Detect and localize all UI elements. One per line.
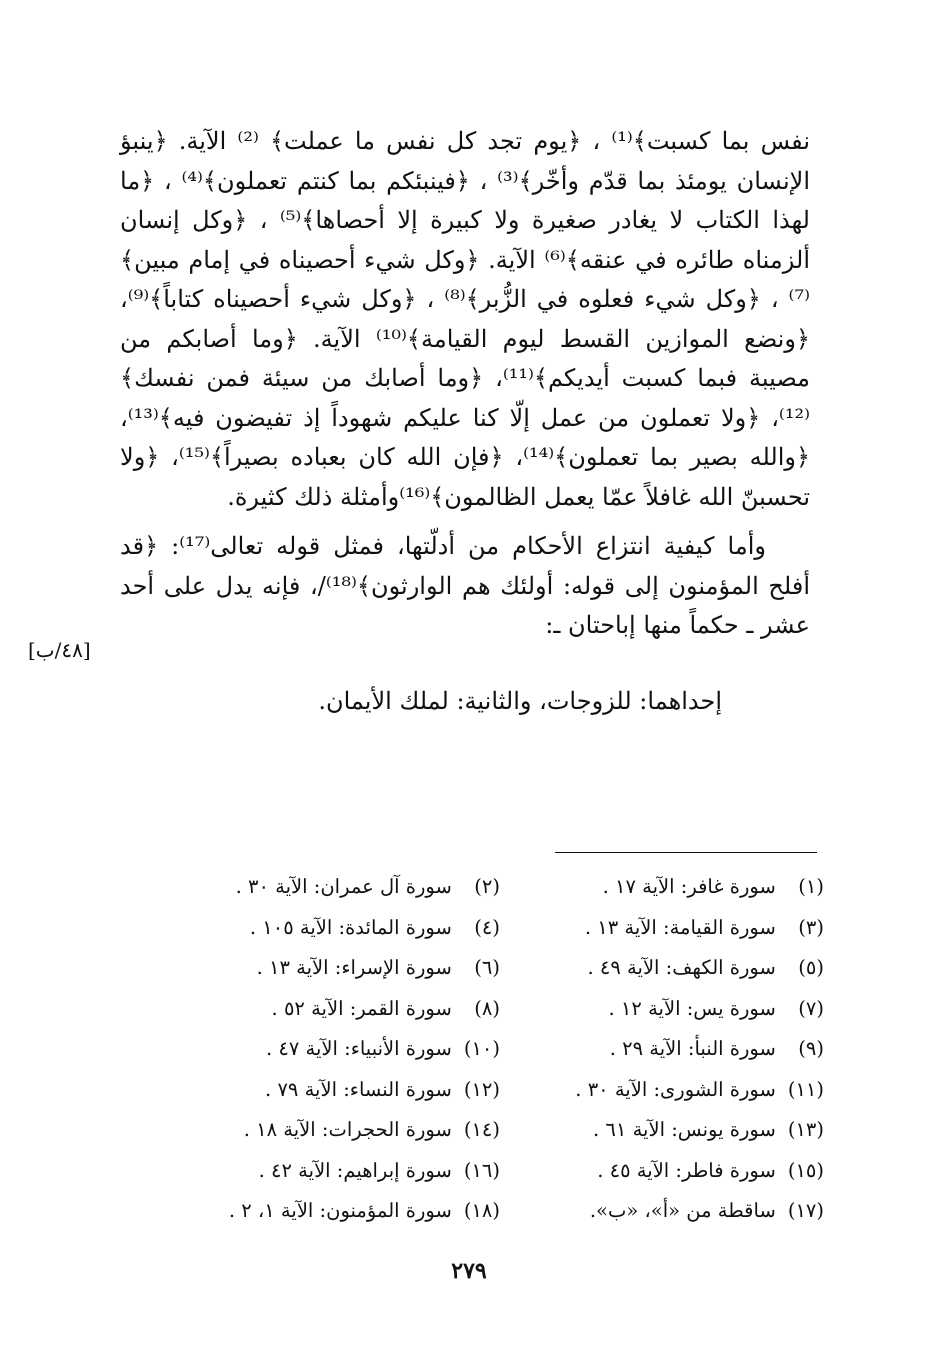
footnote [170, 908, 500, 949]
footnote [500, 867, 830, 908]
footnote [170, 1029, 500, 1070]
footnote-number: (٤) [474, 915, 500, 939]
footnote-text: سورة الحجرات: الآية ١٨ . [243, 1118, 452, 1141]
footnote [500, 948, 830, 989]
footnote-text: سورة إبراهيم: الآية ٤٢ . [258, 1158, 452, 1182]
footnote-number: (١٧) [787, 1199, 824, 1222]
footnote [500, 1151, 830, 1192]
footnote [500, 1029, 830, 1070]
footnote-number: (١٢) [463, 1077, 500, 1101]
footnote [170, 948, 500, 989]
footnote-number: (١٤) [463, 1118, 500, 1141]
footnote-text: سورة يونس: الآية ٦١ . [593, 1118, 776, 1141]
footnote-number: (١) [798, 875, 824, 898]
footnote-text: سورة القيامة: الآية ١٣ . [584, 915, 776, 939]
paragraph-3: إحداهما: للزوجات، والثانية: لملك الأيمان. [318, 686, 722, 715]
paragraph-2: وأما كيفية انتزاع الأحكام من أدلّتها، فمثل قوله تعالى⁽¹⁷⁾: ﴿قد أفلح المؤمنون إلى قوله: أولئك هم الوارثون﴾⁽¹⁸⁾/، فإنه يدل على أحد عشر ـ حكماً منها إباحتان ـ: [120, 532, 811, 639]
footnotes [170, 867, 830, 1232]
footnote-number: (١٣) [787, 1118, 824, 1141]
footnote-text: سورة الكهف: الآية ٤٩ . [587, 956, 776, 979]
footnote [170, 1191, 500, 1232]
footnote [500, 989, 830, 1030]
footnote-number: (٨) [474, 996, 500, 1020]
footnote-number: (٢) [474, 875, 500, 898]
footnote-text: ساقطة من «أ»، «ب». [589, 1199, 776, 1222]
paragraph-1: نفس بما كسبت﴾⁽¹⁾ ، ﴿يوم تجد كل نفس ما عملت﴾ ⁽²⁾ الآية. ﴿ينبؤ الإنسان يومئذ بما قدّم وأخّر﴾⁽³⁾ ، ﴿فينبئكم بما كنتم تعملون﴾⁽⁴⁾ ، ﴿ما لهذا الكتاب لا يغادر صغيرة ولا كبيرة إلا أحصاها﴾⁽⁵⁾ ، ﴿وكل إنسان ألزمناه طائره في عنقه﴾⁽⁶⁾ الآية. ﴿وكل شيء أحصيناه في إمام مبين﴾⁽⁷⁾ ، ﴿وكل شيء فعلوه في الزُّبر﴾⁽⁸⁾ ، ﴿وكل شيء أحصيناه كتاباً﴾⁽⁹⁾، ﴿ونضع الموازين القسط ليوم القيامة﴾⁽¹⁰⁾ الآية. ﴿وما أصابكم من مصيبة فبما كسبت أيديكم﴾⁽¹¹⁾، ﴿وما أصابك من سيئة فمن نفسك﴾⁽¹²⁾، ﴿ولا تعملون من عمل إلّا كنا عليكم شهوداً إذ تفيضون فيه﴾⁽¹³⁾، ﴿والله بصير بما تعملون﴾⁽¹⁴⁾، ﴿فإن الله كان بعباده بصيراً﴾⁽¹⁵⁾، ﴿ولا تحسبنّ الله غافلاً عمّا يعمل الظالمون﴾⁽¹⁶⁾وأمثلة ذلك كثيرة. [120, 127, 811, 511]
footnote-text: سورة الأنبياء: الآية ٤٧ . [265, 1037, 452, 1060]
footnote [170, 1151, 500, 1192]
footnote-number: (٥) [798, 956, 824, 979]
footnote-number: (٩) [798, 1037, 824, 1060]
footnote-text: سورة الشورى: الآية ٣٠ . [575, 1077, 776, 1101]
footnote-text: سورة غافر: الآية ١٧ . [602, 875, 776, 898]
footnote-text: سورة يس: الآية ١٢ . [608, 996, 776, 1020]
footnote-text: سورة المائدة: الآية ١٠٥ . [249, 915, 452, 939]
footnote-text: سورة المؤمنون: الآية ١، ٢ . [228, 1199, 452, 1222]
footnote-number: (٦) [474, 956, 500, 979]
footnote-text: سورة آل عمران: الآية ٣٠ . [235, 875, 452, 898]
footnote-number: (١٥) [787, 1158, 824, 1182]
footnote-text: سورة القمر: الآية ٥٢ . [271, 996, 452, 1020]
footnote-number: (١٠) [463, 1037, 500, 1060]
footnote-number: (٧) [798, 996, 824, 1020]
main-text [120, 122, 810, 721]
footnote-number: (١٦) [463, 1158, 500, 1182]
footnote [170, 1110, 500, 1151]
footnote-text: سورة فاطر: الآية ٤٥ . [597, 1158, 776, 1182]
footnote [500, 1110, 830, 1151]
footnote [170, 1070, 500, 1111]
footnote [170, 989, 500, 1030]
footnote-separator [555, 852, 817, 853]
page-number: ٢٧٩ [451, 1258, 487, 1284]
footnote-text: سورة الإسراء: الآية ١٣ . [256, 956, 452, 979]
footnote-number: (١٨) [463, 1199, 500, 1222]
footnote-number: (٣) [798, 915, 824, 939]
footnote [170, 867, 500, 908]
footnote [500, 1070, 830, 1111]
manuscript-folio-marker: [٤٨/ب] [28, 638, 91, 662]
footnote [500, 908, 830, 949]
footnote-text: سورة النبأ: الآية ٢٩ . [609, 1037, 776, 1060]
footnote-text: سورة النساء: الآية ٧٩ . [265, 1077, 452, 1101]
footnote [500, 1191, 830, 1232]
footnote-number: (١١) [787, 1077, 824, 1101]
